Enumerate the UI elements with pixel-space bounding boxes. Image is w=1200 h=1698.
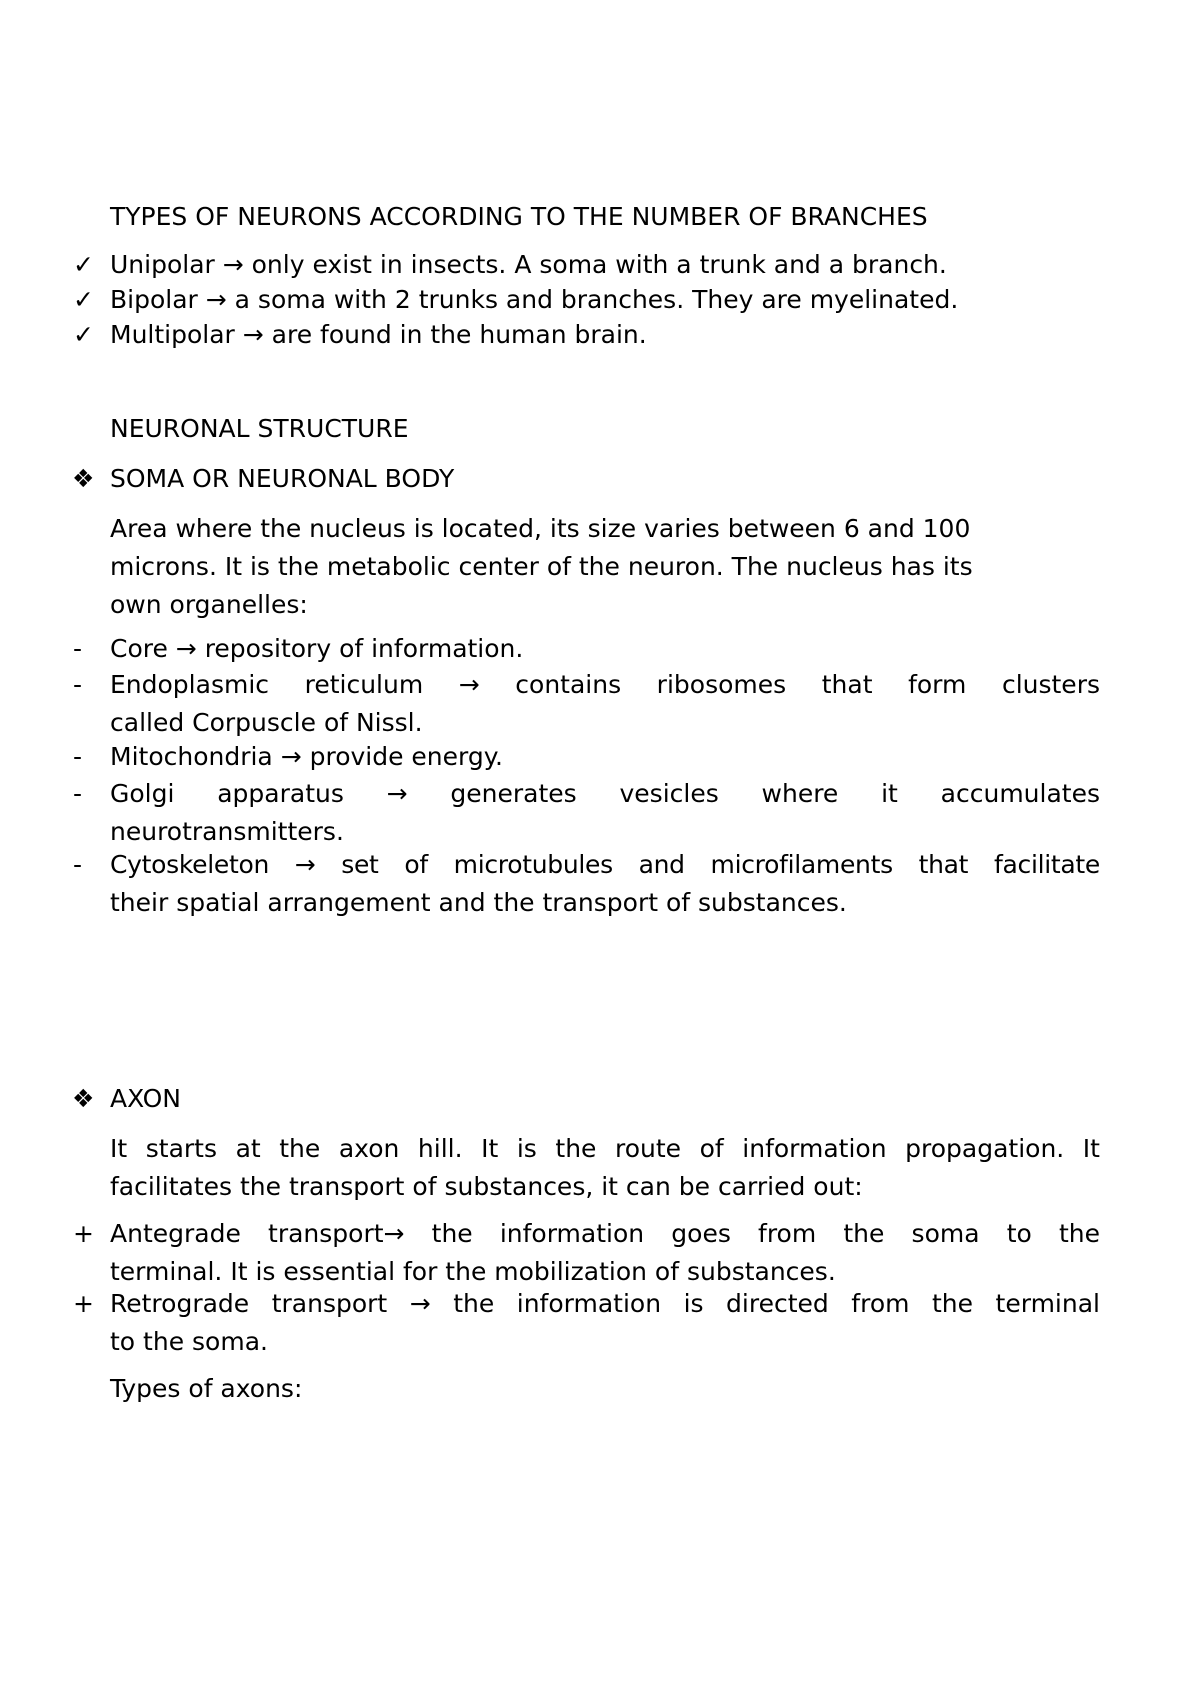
list-item-text: Mitochondria → provide energy. [110,742,503,771]
plus-bullet: + [73,1219,94,1248]
paragraph-line-text: own organelles: [110,590,308,619]
list-item-text: Core → repository of information. [110,634,524,663]
check-icon: ✓ [73,285,94,314]
axon-paragraph [110,1130,1100,1206]
organelle-core [110,630,1100,668]
dash-bullet: - [73,742,83,771]
list-item-text: called Corpuscle of Nissl. [110,708,423,737]
list-item-text: Bipolar → a soma with 2 trunks and branches. They are myelinated. [110,285,959,314]
organelle-cytoskeleton [110,846,1100,922]
paragraph-line-text: facilitates the transport of substances, it can be carried out: [110,1172,863,1201]
structure-heading: NEURONAL STRUCTURE [110,414,409,443]
list-item-text: Unipolar → only exist in insects. A soma with a trunk and a branch. [110,250,947,279]
list-item-text: Golgi apparatus → generates vesicles where it accumulates [110,779,1100,808]
soma-paragraph [110,510,1100,624]
plus-bullet: + [73,1289,94,1318]
list-item-text: neurotransmitters. [110,817,344,846]
list-item-text: terminal. It is essential for the mobilization of substances. [110,1257,836,1286]
types-of-axons-label: Types of axons: [110,1374,303,1403]
dash-bullet: - [73,670,83,699]
soma-heading: SOMA OR NEURONAL BODY [110,464,455,493]
paragraph-line [110,510,1100,548]
axon-heading: AXON [110,1084,182,1113]
transport-retrograde [110,1285,1100,1361]
list-item-text: their spatial arrangement and the transport of substances. [110,888,847,917]
diamond-bullet-icon: ❖ [72,1084,95,1113]
check-icon: ✓ [73,320,94,349]
branches-heading: TYPES OF NEURONS ACCORDING TO THE NUMBER OF BRANCHES [110,202,928,231]
dash-bullet: - [73,779,83,808]
dash-bullet: - [73,850,83,879]
list-item-text: Endoplasmic reticulum → contains ribosomes that form clusters [110,670,1100,699]
list-item-text: Antegrade transport→ the information goes from the soma to the [110,1219,1100,1248]
list-item-text: Cytoskeleton → set of microtubules and microfilaments that facilitate [110,850,1100,879]
dash-bullet: - [73,634,83,663]
organelle-endoplasmic-reticulum [110,666,1100,742]
list-item-text: Multipolar → are found in the human brain. [110,320,647,349]
paragraph-line [110,548,1100,586]
diamond-bullet-icon: ❖ [72,464,95,493]
check-icon: ✓ [73,250,94,279]
transport-antegrade [110,1215,1100,1291]
list-item-text: to the soma. [110,1327,268,1356]
organelle-mitochondria [110,738,1100,776]
organelle-golgi [110,775,1100,851]
list-item-text: Retrograde transport → the information is directed from the terminal [110,1289,1100,1318]
paragraph-line-text: Area where the nucleus is located, its size varies between 6 and 100 [110,514,971,543]
paragraph-line-text: microns. It is the metabolic center of the neuron. The nucleus has its [110,552,973,581]
paragraph-line-text: It starts at the axon hill. It is the route of information propagation. It [110,1134,1100,1163]
